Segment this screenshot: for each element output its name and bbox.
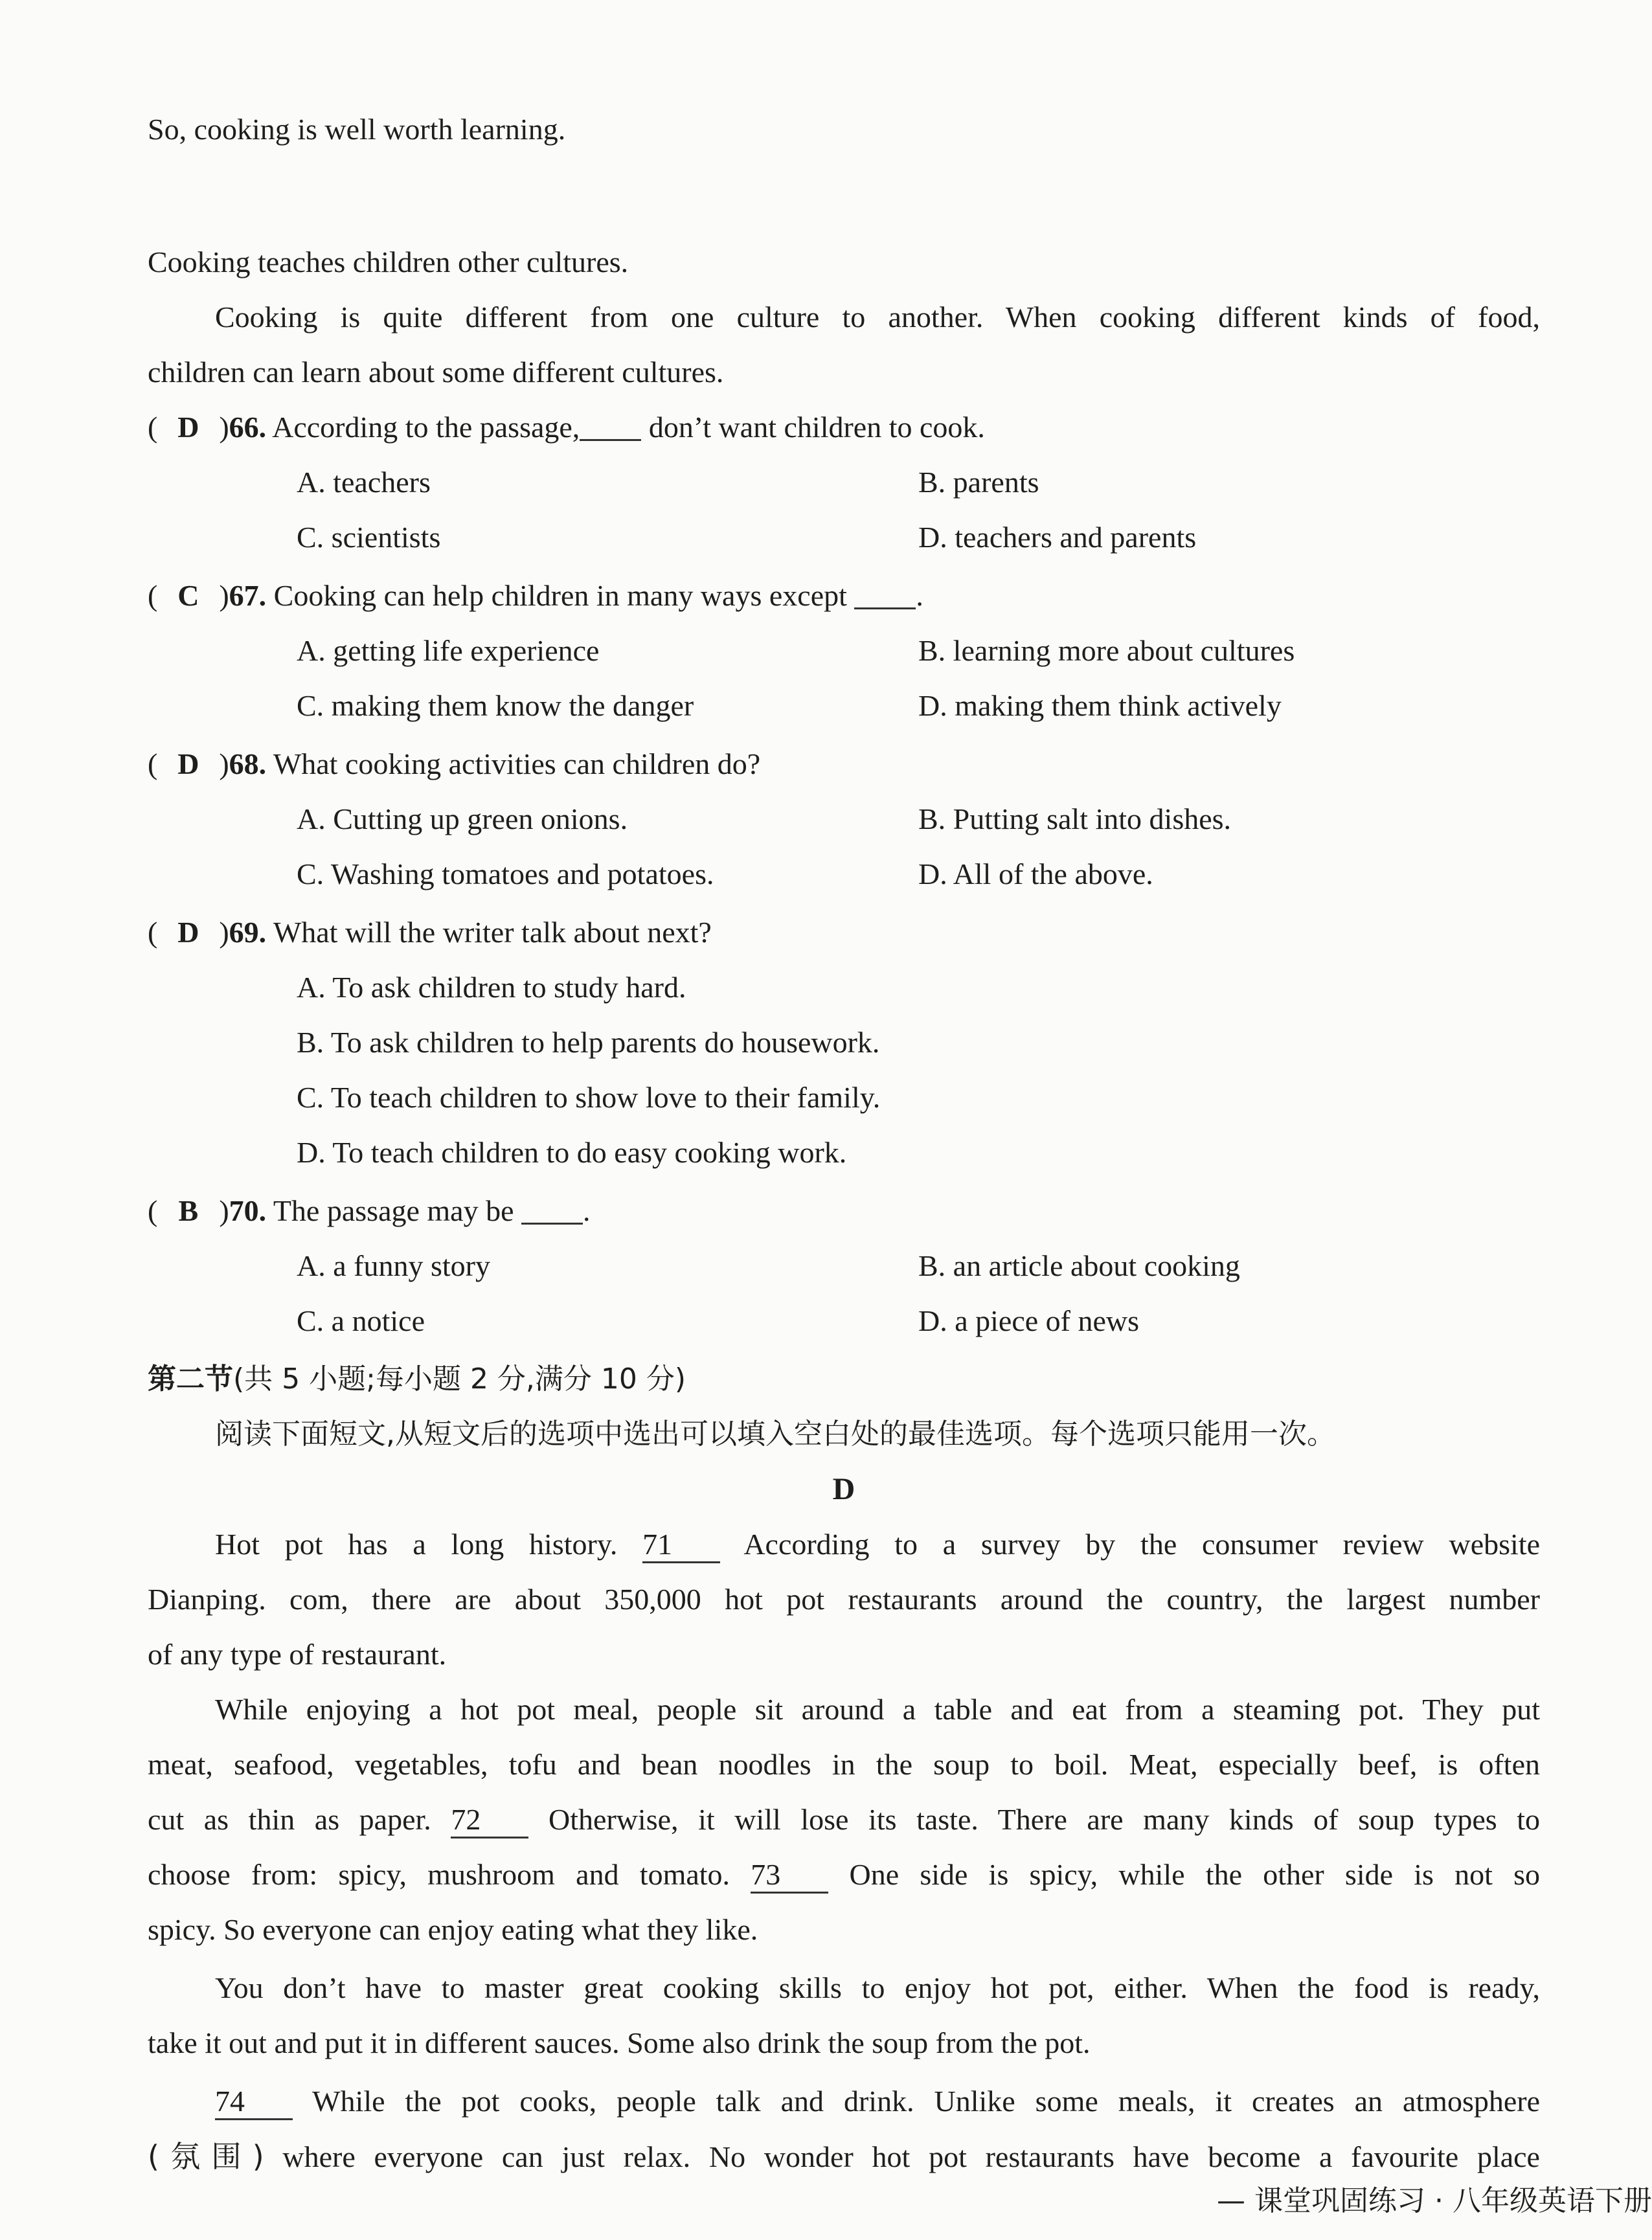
- question-stem: What will the writer talk about next?: [273, 916, 712, 949]
- question-number: 67.: [229, 579, 267, 612]
- passage-text: cut as thin as paper.: [148, 1803, 431, 1836]
- answer-blank: [521, 1197, 583, 1225]
- passage-text: choose from: spicy, mushroom and tomato.: [148, 1858, 730, 1891]
- question-stem-end: .: [916, 579, 923, 612]
- question-stem-end: don’t want children to cook.: [641, 411, 985, 444]
- passage-text: According to a survey by the consumer review website: [743, 1528, 1540, 1561]
- passage-line: [148, 1855, 1540, 1894]
- passage-text: While the pot cooks, people talk and drink. Unlike some meals, it creates an atmosphere: [312, 2085, 1540, 2118]
- passage-line: take it out and put it in different sauces. Some also drink the soup from the pot.: [148, 2026, 1091, 2059]
- option-a: A. Cutting up green onions.: [297, 802, 628, 835]
- section-instruction: 阅读下面短文,从短文后的选项中选出可以填入空白处的最佳选项。每个选项只能用一次。: [215, 1418, 1335, 1451]
- passage-line: While enjoying a hot pot meal, people sit around a table and eat from a steaming pot. They put: [215, 1693, 1540, 1726]
- question-number: 66.: [229, 411, 267, 444]
- option-d: D. a piece of news: [918, 1304, 1140, 1337]
- option-d: D. making them think actively: [918, 689, 1282, 722]
- option-d: D. To teach children to do easy cooking work.: [297, 1136, 847, 1169]
- passage-text: Hot pot has a long history.: [215, 1528, 618, 1561]
- option-c: C. scientists: [297, 521, 441, 554]
- passage-line: meat, seafood, vegetables, tofu and bean noodles in the soup to boil. Meat, especially beef, is often: [148, 1748, 1540, 1781]
- question-number: 68.: [229, 747, 267, 780]
- passage-line: [215, 1525, 1540, 1564]
- option-b: B. Putting salt into dishes.: [918, 802, 1232, 835]
- option-b: B. learning more about cultures: [918, 634, 1295, 667]
- passage-line: [148, 1800, 1540, 1839]
- option-a: A. a funny story: [297, 1249, 490, 1282]
- passage-line: You don’t have to master great cooking skills to enjoy hot pot, either. When the food is ready,: [215, 1971, 1540, 2004]
- text-line: Cooking teaches children other cultures.: [148, 245, 629, 278]
- blank-73: 73: [751, 1858, 828, 1894]
- passage-line: spicy. So everyone can enjoy eating what they like.: [148, 1913, 758, 1946]
- answer-mark: D: [177, 916, 199, 949]
- question-number: 69.: [229, 916, 267, 949]
- passage-line: [148, 2137, 1540, 2177]
- answer-mark: C: [177, 579, 199, 612]
- option-a: A. teachers: [297, 466, 431, 499]
- answer-mark: D: [177, 747, 199, 780]
- question-67: ( C )67. Cooking can help children in many ways except .: [148, 576, 923, 615]
- section-info: (共 5 小题;每小题 2 分,满分 10 分): [233, 1363, 686, 1396]
- blank-74: 74: [215, 2085, 293, 2120]
- option-b: B. parents: [918, 466, 1039, 499]
- option-b: B. To ask children to help parents do housework.: [297, 1026, 880, 1059]
- passage-text: where everyone can just relax. No wonder hot pot restaurants have become a favourite place: [264, 2140, 1540, 2173]
- option-b: B. an article about cooking: [918, 1249, 1240, 1282]
- option-a: A. getting life experience: [297, 634, 600, 667]
- question-stem: What cooking activities can children do?: [273, 747, 761, 780]
- passage-line: of any type of restaurant.: [148, 1638, 447, 1671]
- option-d: D. All of the above.: [918, 857, 1153, 890]
- passage-text: One side is spicy, while the other side is not so: [849, 1858, 1541, 1891]
- text-line: Cooking is quite different from one culture to another. When cooking different kinds of food,: [215, 300, 1540, 334]
- option-c: C. Washing tomatoes and potatoes.: [297, 857, 714, 890]
- answer-blank: [854, 582, 916, 609]
- passage-text: Otherwise, it will lose its taste. There are many kinds of soup types to: [548, 1803, 1541, 1836]
- passage-line: Dianping. com, there are about 350,000 hot pot restaurants around the country, the largest number: [148, 1583, 1540, 1616]
- option-a: A. To ask children to study hard.: [297, 971, 686, 1004]
- option-c: C. a notice: [297, 1304, 425, 1337]
- answer-mark: D: [177, 411, 199, 444]
- text-line: So, cooking is well worth learning.: [148, 113, 566, 146]
- question-stem: Cooking can help children in many ways except: [273, 579, 855, 612]
- question-stem-end: .: [583, 1194, 591, 1227]
- text-line: children can learn about some different cultures.: [148, 356, 724, 389]
- blank-72: 72: [451, 1803, 528, 1838]
- answer-blank: [580, 413, 641, 441]
- section-title: 第二节: [148, 1363, 233, 1396]
- option-c: C. To teach children to show love to their family.: [297, 1081, 881, 1114]
- question-number: 70.: [229, 1194, 267, 1227]
- page-footer: — 课堂巩固练习 · 八年级英语下册: [1217, 2184, 1652, 2217]
- passage-text: (氛围): [148, 2139, 264, 2174]
- question-66: ( D )66. According to the passage, don’t want children to cook.: [148, 408, 985, 447]
- blank-71: 71: [642, 1528, 720, 1563]
- passage-label: D: [832, 1472, 855, 1506]
- passage-line: [215, 2082, 1540, 2121]
- section-heading: [148, 1360, 686, 1399]
- question-70: ( B )70. The passage may be .: [148, 1192, 591, 1230]
- question-stem: According to the passage,: [272, 411, 580, 444]
- option-c: C. making them know the danger: [297, 689, 694, 722]
- option-d: D. teachers and parents: [918, 521, 1197, 554]
- question-69: ( D )69. What will the writer talk about next?: [148, 913, 712, 952]
- question-stem: The passage may be: [273, 1194, 522, 1227]
- answer-mark: B: [178, 1194, 199, 1227]
- question-68: ( D )68. What cooking activities can children do?: [148, 745, 760, 784]
